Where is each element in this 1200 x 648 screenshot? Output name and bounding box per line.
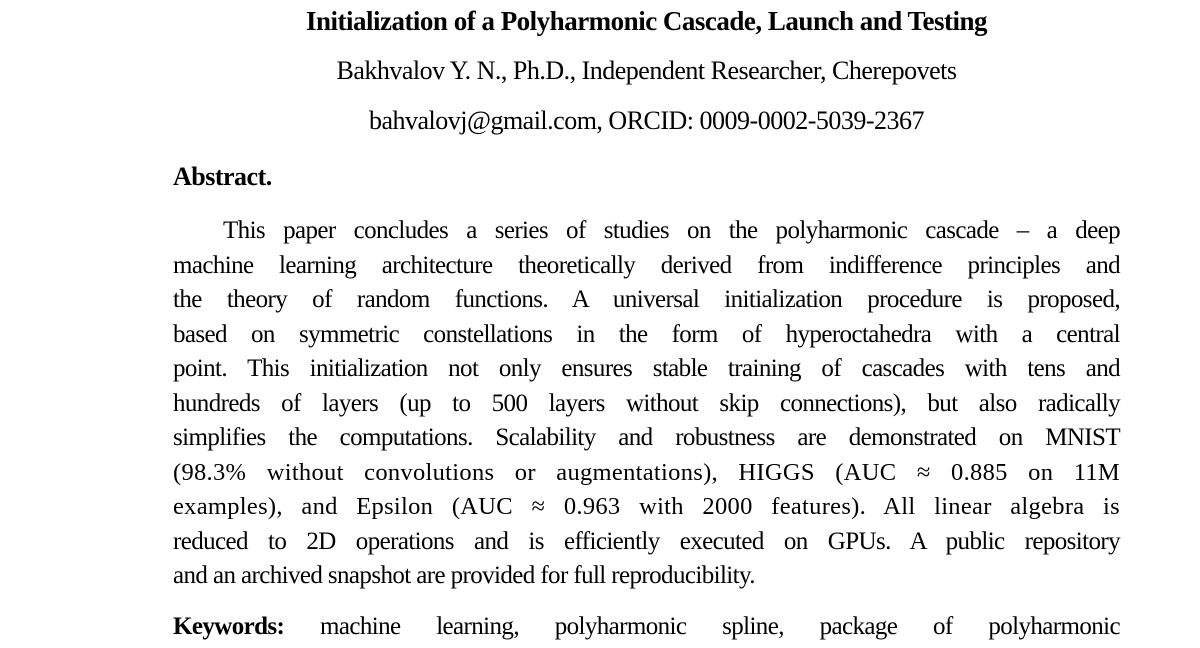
abstract-line: based on symmetric constellations in the form of hyperoctahedra with a central bbox=[173, 320, 1120, 348]
abstract-line: (98.3% without convolutions or augmentations), HIGGS (AUC ≈ 0.885 on 11M bbox=[173, 458, 1120, 486]
keywords-line bbox=[173, 610, 1120, 645]
abstract-line: simplifies the computations. Scalability and robustness are demonstrated on MNIST bbox=[173, 424, 1120, 451]
paper-title: Initialization of a Polyharmonic Cascade, Launch and Testing bbox=[305, 6, 988, 36]
abstract-line: machine learning architecture theoretically derived from indifference principles and bbox=[173, 251, 1120, 279]
abstract-line: hundreds of layers (up to 500 layers without skip connections), but also radically bbox=[173, 389, 1120, 417]
abstract-line: reduced to 2D operations and is efficiently executed on GPUs. A public repository bbox=[173, 527, 1120, 555]
abstract-line: and an archived snapshot are provided for full reproducibility. bbox=[173, 562, 755, 589]
abstract-paragraph bbox=[173, 214, 1120, 594]
abstract-heading: Abstract. bbox=[173, 162, 272, 191]
abstract-line: point. This initialization not only ensures stable training of cascades with tens and bbox=[173, 355, 1120, 382]
keywords-text: machine learning, polyharmonic spline, package of polyharmonic bbox=[320, 612, 1120, 640]
keywords-label: Keywords: bbox=[173, 612, 285, 640]
abstract-line: the theory of random functions. A universal initialization procedure is proposed, bbox=[173, 286, 1120, 313]
paper-body bbox=[173, 0, 1120, 644]
abstract-line: examples), and Epsilon (AUC ≈ 0.963 with 2000 features). All linear algebra is bbox=[173, 493, 1120, 520]
contact-orcid-line: bahvalovj@gmail.com, ORCID: 0009-0002-5039-2367 bbox=[368, 106, 925, 135]
abstract-line: This paper concludes a series of studies on the polyharmonic cascade – a deep bbox=[223, 217, 1120, 244]
author-line: Bakhvalov Y. N., Ph.D., Independent Researcher, Cherepovets bbox=[336, 56, 957, 85]
